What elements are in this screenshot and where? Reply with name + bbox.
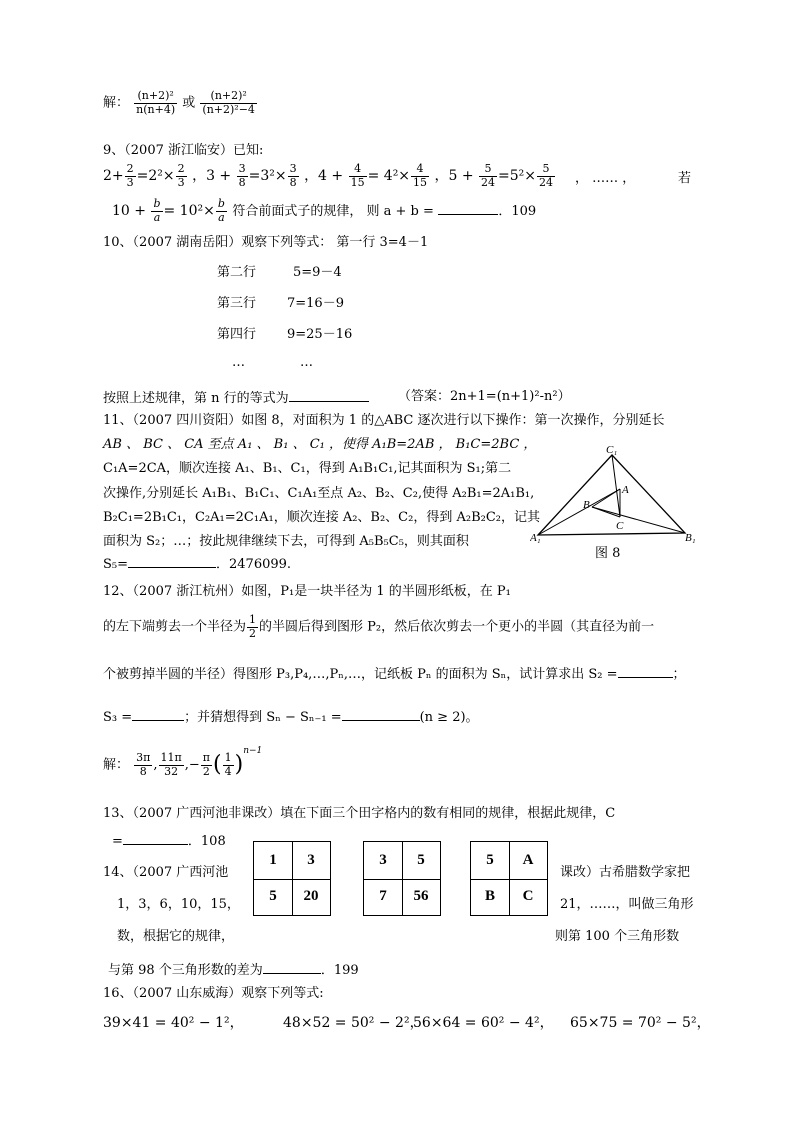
q10-dots-2: … (300, 355, 313, 370)
grid-2-cell-br: 56 (413, 888, 429, 905)
q10-row-4-label: 第四行 (217, 327, 257, 342)
q16-eq-1: 39×41 = 40² − 1²， (103, 1015, 244, 1031)
label-c: C (616, 520, 624, 532)
q11-line-7: S₅= ．2476099. (103, 557, 292, 572)
q8-fraction-1: $\frac{\text{(n+2)²}}{n(n+4)}$ (136, 89, 176, 116)
q14-line-2-right: 21，……，叫做三角形 (560, 897, 694, 912)
q12-line-2: 的左下端剪去一个半径为 $\frac{1}{2}$ 的半圆后得到图形 P₂，然后依次剪去一个更小的半圆（其直径为前一 (103, 613, 655, 640)
q9-dots: ， …… ， (575, 171, 636, 186)
q14-line-2-left: 1，3，6，10，15， (117, 897, 240, 912)
q13-line-1: 13、（2007 广西河池非课改）填在下面三个田字格内的数有相同的规律，根据此规律，C (103, 806, 616, 821)
q9-line2: 10 + $\frac{b}{a}$ = 10²× $\frac{b}{a}$ 符合前面式子的规律， 则 a + b = ．109 (112, 197, 537, 224)
q14-line-3-right: 则第 100 个三角形数 (555, 929, 680, 944)
q10-answer-blank[interactable] (289, 389, 369, 402)
q10-row-2-eq: 5=9－4 (293, 265, 342, 280)
q11-line-4: 次操作,分别延长 A₁B₁、B₁C₁、C₁A₁至点 A₂、B₂、C₂,使得 A₂B₁=2A₁B₁, (103, 486, 535, 501)
q12-line-1: 12、（2007 浙江杭州）如图，P₁是一块半径为 1 的半圆形纸板，在 P₁ (103, 584, 511, 599)
grid-2-cell-tr: 5 (417, 851, 425, 868)
grid-3-cell-tl: 5 (486, 851, 494, 868)
q13-answer-blank[interactable] (123, 832, 188, 845)
grid-3-cell-tr: A (522, 851, 534, 868)
q12-line-3: 个被剪掉半圆的半径）得图形 P₃,P₄,…,Pₙ,…，记纸板 Pₙ 的面积为 Sₙ，试计算求出 S₂ = ； (103, 667, 686, 682)
q14-line-1-left: 14、（2007 广西河池 (103, 865, 229, 880)
q14-answer-blank[interactable] (263, 961, 321, 974)
q10-row-3-eq: 7=16－9 (287, 296, 344, 311)
q8-fraction-2: $\frac{\text{(n+2)²}}{\text{(n+2)²−4}}$ (202, 89, 255, 116)
q16-eq-4: 65×75 = 70² − 5²， (570, 1015, 711, 1031)
q11-line-1: 11、（2007 四川资阳）如图 8，对面积为 1 的△ABC 逐次进行以下操作：第一次操作，分别延长 (103, 413, 665, 428)
figure-8-triangle-diagram (530, 445, 710, 545)
q10-header: 10、（2007 湖南岳阳）观察下列等式： 第一行 3=4－1 (103, 235, 429, 250)
q11-line-6: 面积为 S₂；…；按此规律继续下去，可得到 A₅B₅C₅，则其面积 (103, 534, 469, 549)
q10-row-3-label: 第三行 (217, 296, 257, 311)
figure-8-caption: 图 8 (595, 546, 621, 561)
q12-line-4: S₃ = ；并猜想得到 Sₙ − Sₙ₋₁ = (n ≥ 2)。 (103, 710, 479, 725)
grid-1-cell-tl: 1 (269, 851, 277, 868)
q10-row-4-eq: 9=25－16 (287, 327, 353, 342)
q12-s3-blank[interactable] (132, 708, 184, 721)
q11-line-5: B₂C₁=2B₁C₁，C₂A₁=2C₁A₁，顺次连接 A₂、B₂、C₂，得到 A₂B₂C₂，记其 (103, 510, 540, 525)
solution-label: 解： (103, 95, 130, 111)
q14-line-4: 与第 98 个三角形数的差为 ．199 (108, 963, 359, 978)
q14-line-3-left: 数，根据它的规律， (117, 929, 235, 944)
q13-line-2: = ．108 (112, 834, 226, 849)
q10-row-2-label: 第二行 (217, 265, 257, 280)
label-a1: A₁ (530, 532, 541, 544)
grid-3-cell-br: C (522, 888, 534, 905)
q12-s2-blank[interactable] (618, 665, 673, 678)
grid-1-cell-tr: 3 (307, 851, 315, 868)
grid-2 (363, 841, 441, 916)
q16-header: 16、（2007 山东威海）观察下列等式: (103, 986, 324, 1001)
label-b: B (583, 499, 590, 511)
q9-header: 9、（2007 浙江临安）已知: (103, 143, 264, 158)
q9-answer-blank[interactable] (438, 202, 498, 215)
grid-1 (253, 841, 331, 916)
q12-solution: 解： $\frac{3\pi}{8}$ , $\frac{11\pi}{32}$ ,− $\frac{\pi}{2}$ ( $\frac{1}{4}$ )$^{n-1}$ (103, 746, 263, 778)
grid-2-cell-tl: 3 (379, 851, 387, 868)
grid-3-cell-bl: B (484, 888, 495, 905)
q11-line-2: AB 、 BC 、 CA 至点 A₁ 、 B₁ 、 C₁ ，使得 A₁B=2AB ， B₁C=2BC ， (103, 437, 537, 452)
q11-line-3: C₁A=2CA，顺次连接 A₁、B₁、C₁，得到 A₁B₁C₁,记其面积为 S₁;第二 (103, 461, 512, 476)
q11-answer-blank[interactable] (128, 555, 216, 568)
label-c1: C₁ (606, 445, 618, 456)
grid-1-cell-bl: 5 (269, 888, 277, 905)
label-b1: B₁ (685, 532, 696, 544)
q10-dots-1: … (232, 355, 245, 370)
q12-diff-blank[interactable] (342, 708, 420, 721)
q10-rule: 按照上述规律，第 n 行的等式为 (103, 389, 369, 407)
q16-eq-3: 56×64 = 60² − 4²， (413, 1015, 554, 1031)
grid-1-cell-br: 20 (303, 888, 319, 905)
q9-equations: 2+ $\frac{2}{3}$ =2²× $\frac{2}{3}$ ，3 + $\frac{3}{8}$ =3²× $\frac{3}{8}$ ，4 + $\frac{4}{15}$ = 4²× $\frac{4}{15}$ ，5 + $\frac{5}{24}$ =5²× $\frac{5}{24}$ (103, 162, 554, 189)
q9-ruo: 若 (678, 171, 692, 186)
q10-answer: （答案：2n+1=(n+1)²-n²） (398, 389, 571, 404)
q14-line-1-right: 课改）古希腊数学家把 (560, 865, 691, 880)
label-a: A (622, 484, 629, 496)
or-text: 或 (182, 95, 196, 111)
q16-eq-2: 48×52 = 50² − 2²， (283, 1015, 424, 1031)
q8-solution (103, 90, 258, 116)
grid-2-cell-bl: 7 (379, 888, 387, 905)
grid-3 (470, 841, 548, 916)
